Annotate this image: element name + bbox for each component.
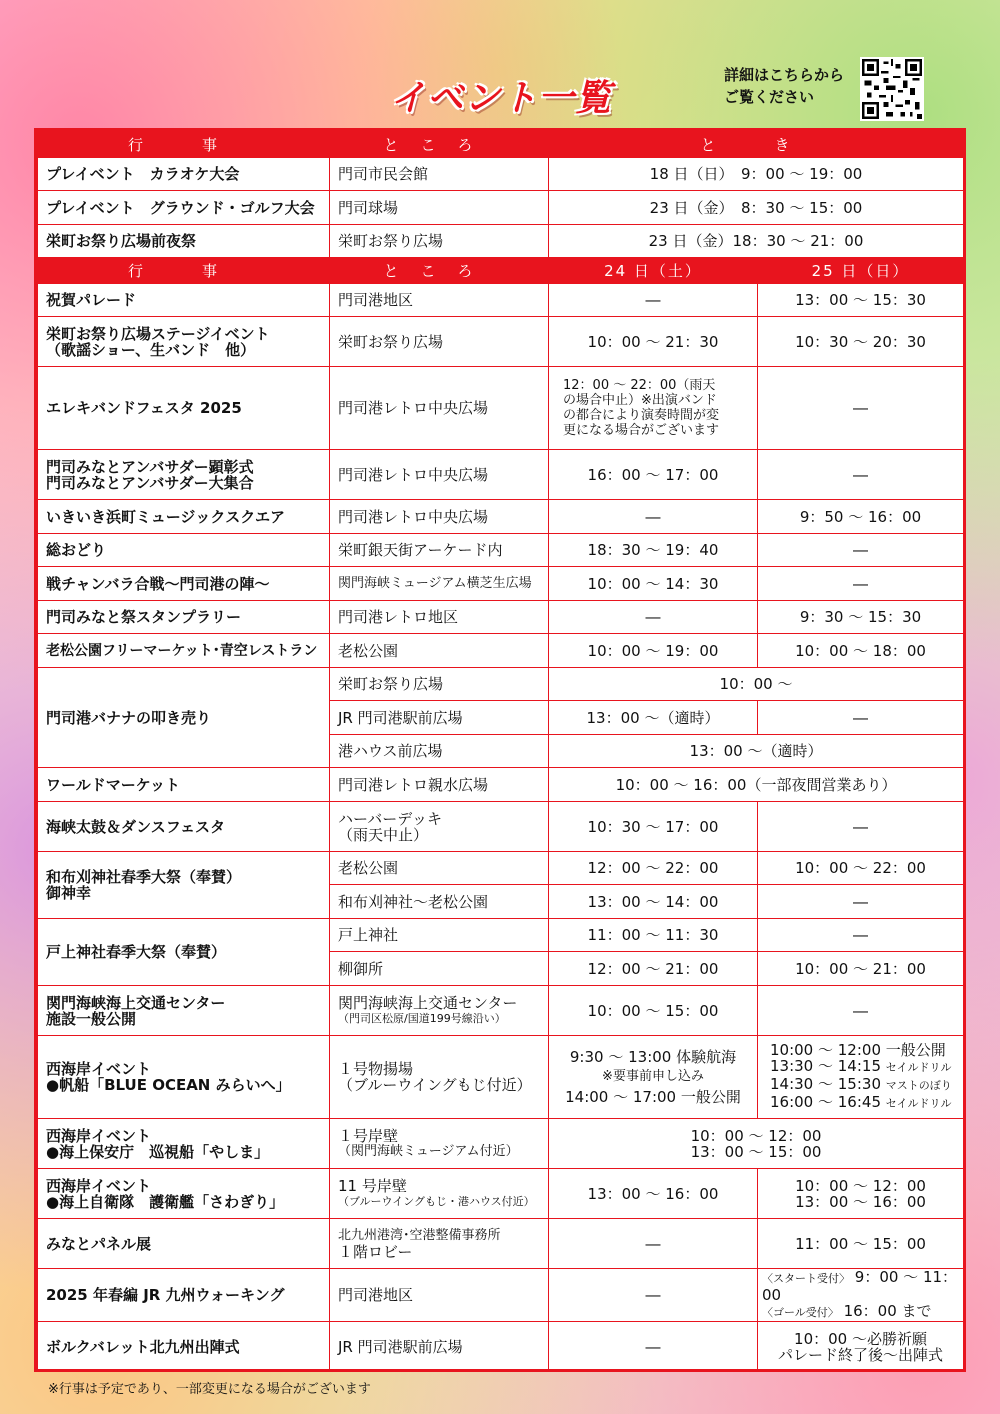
main-event-header-row <box>38 258 964 284</box>
table-row <box>38 158 964 191</box>
event-time: 18 日（日） 9：00 ～ 19：00 <box>549 158 964 191</box>
table-row <box>38 191 964 225</box>
event-place: 和布刈神社～老松公園 <box>330 885 549 919</box>
event-name: いきいき浜町ミュージックスクエア <box>38 500 330 534</box>
header-event: 行 事 <box>38 132 330 158</box>
time-line: の都合により演奏時間が変 <box>563 408 720 423</box>
table-row <box>38 367 964 450</box>
event-place: 門司港地区 <box>330 284 549 317</box>
event-place: 栄町お祭り広場 <box>330 225 549 258</box>
time-range: 16：00 まで <box>843 1302 932 1320</box>
table-row <box>38 802 964 852</box>
event-name: エレキバンドフェスタ 2025 <box>38 367 330 450</box>
time-day24: 10：00 ～ 21：30 <box>549 317 758 367</box>
table-row <box>38 1119 964 1169</box>
time-line: の場合中止）※出演バンド <box>563 393 717 408</box>
time-range: 13:30 ～ 14:15 <box>770 1057 881 1075</box>
event-name: 門司港バナナの叩き売り <box>38 668 330 768</box>
time-day25: 10：00 ～ 18：00 <box>758 634 964 668</box>
event-name: プレイベント グラウンド・ゴルフ大会 <box>38 191 330 225</box>
event-name <box>38 450 330 500</box>
time-line: 13：00 ～ 16：00 <box>795 1192 926 1211</box>
event-name: ボルクバレット北九州出陣式 <box>38 1322 330 1372</box>
table-row <box>38 567 964 601</box>
time-day24: ― <box>549 1269 758 1322</box>
event-name <box>38 1036 330 1119</box>
header-event: 行 事 <box>38 258 330 284</box>
place-line: （門司区松原/国道199号線沿い） <box>338 1011 506 1025</box>
header-day25: 25 日（日） <box>758 258 964 284</box>
time-range: 16:00 ～ 16:45 <box>770 1093 881 1111</box>
event-place <box>330 1119 549 1169</box>
time-line <box>770 1076 959 1094</box>
qr-code-icon[interactable] <box>860 57 924 121</box>
event-place: 門司港レトロ中央広場 <box>330 367 549 450</box>
table-row <box>38 668 964 701</box>
time-day24 <box>549 1036 758 1119</box>
event-name: みなとパネル展 <box>38 1219 330 1269</box>
place-line: ハーバーデッキ <box>338 809 442 828</box>
event-name <box>38 1119 330 1169</box>
time-day24: ― <box>549 284 758 317</box>
time-day24: ― <box>549 1322 758 1372</box>
event-place: 栄町銀天街アーケード内 <box>330 534 549 567</box>
time-day24: 11：00 ～ 11：30 <box>549 919 758 952</box>
event-name: 総おどり <box>38 534 330 567</box>
event-name-line: 西海岸イベント <box>46 1176 152 1195</box>
table-row <box>38 317 964 367</box>
event-place: 栄町お祭り広場 <box>330 317 549 367</box>
time-day25 <box>758 1322 964 1372</box>
event-place: 門司港レトロ地区 <box>330 601 549 634</box>
place-line: １階ロビー <box>338 1242 413 1261</box>
time-day25: ― <box>758 986 964 1036</box>
time-note: マストのぼり <box>885 1079 952 1092</box>
event-name: 栄町お祭り広場前夜祭 <box>38 225 330 258</box>
time-day24: 13：00 ～ 14：00 <box>549 885 758 919</box>
table-row <box>38 500 964 534</box>
event-name: 海峡太鼓＆ダンスフェスタ <box>38 802 330 852</box>
time-line: 10：00 ～必勝祈願 <box>794 1329 927 1348</box>
event-name: 2025 年春編 JR 九州ウォーキング <box>38 1269 330 1322</box>
table-row <box>38 1269 964 1322</box>
time-day25: ― <box>758 802 964 852</box>
qr-caption-line2: ご覧ください <box>724 88 815 106</box>
event-place: 栄町お祭り広場 <box>330 668 549 701</box>
time-day25: ― <box>758 534 964 567</box>
time-day25: 11：00 ～ 15：00 <box>758 1219 964 1269</box>
event-name: 戸上神社春季大祭（奉賛） <box>38 919 330 986</box>
table-row <box>38 601 964 634</box>
event-place: 門司港レトロ中央広場 <box>330 500 549 534</box>
time-both-days <box>549 1119 964 1169</box>
time-line: パレード終了後～出陣式 <box>778 1345 944 1364</box>
time-line <box>770 1058 959 1076</box>
event-place: 戸上神社 <box>330 919 549 952</box>
time-line: 10：00 ～ 12：00 <box>690 1126 822 1145</box>
time-day25: ― <box>758 701 964 735</box>
time-day25: 10：00 ～ 22：00 <box>758 852 964 885</box>
place-line: （関門海峡ミュージアム付近） <box>338 1143 519 1159</box>
event-name-line: 門司みなとアンバサダー顕彰式 <box>46 457 254 476</box>
event-name <box>38 1169 330 1219</box>
place-line: １号物揚場 <box>338 1060 414 1078</box>
table-row <box>38 1169 964 1219</box>
table-row <box>38 634 964 668</box>
event-place: 門司球場 <box>330 191 549 225</box>
time-line: 12：00 ～ 22：00（雨天 <box>563 378 716 393</box>
event-place: 門司市民会館 <box>330 158 549 191</box>
time-day25: 9：30 ～ 15：30 <box>758 601 964 634</box>
event-place <box>330 986 549 1036</box>
event-place: 老松公園 <box>330 634 549 668</box>
event-name-line: 門司みなとアンバサダー大集合 <box>46 473 254 492</box>
place-line: （ブルーウイングもじ付近） <box>338 1076 532 1094</box>
time-day24: 10：00 ～ 15：00 <box>549 986 758 1036</box>
time-day25: 9：50 ～ 16：00 <box>758 500 964 534</box>
qr-caption <box>724 64 844 108</box>
time-day25: 10：30 ～ 20：30 <box>758 317 964 367</box>
header-place: ところ <box>330 258 549 284</box>
time-both-days: 13：00 ～（適時） <box>549 735 964 768</box>
event-name <box>38 852 330 919</box>
time-day25: ― <box>758 567 964 601</box>
header-place: ところ <box>330 132 549 158</box>
time-day24: 10：00 ～ 19：00 <box>549 634 758 668</box>
place-line: １号岸壁 <box>338 1126 399 1145</box>
event-place: 門司港地区 <box>330 1269 549 1322</box>
time-range: 9：00 ～ 11：00 <box>762 1268 958 1304</box>
event-name-line: ●海上保安庁 巡視船「やしま」 <box>46 1142 270 1161</box>
table-row <box>38 534 964 567</box>
time-line <box>762 1303 959 1321</box>
time-day25 <box>758 1169 964 1219</box>
time-line: 14:00 ～ 17:00 一般公開 <box>565 1088 741 1106</box>
event-name: 門司みなと祭スタンプラリー <box>38 601 330 634</box>
table-row <box>38 919 964 952</box>
place-line: 11 号岸壁 <box>338 1176 407 1195</box>
time-line <box>762 1269 959 1303</box>
table-row <box>38 1322 964 1372</box>
event-place: 門司港レトロ親水広場 <box>330 768 549 802</box>
time-day24: 12：00 ～ 22：00 <box>549 852 758 885</box>
time-day25: 10：00 ～ 21：00 <box>758 952 964 986</box>
time-range: 14:30 ～ 15:30 <box>770 1075 881 1093</box>
event-time: 23 日（金）18：30 ～ 21：00 <box>549 225 964 258</box>
event-name-line: 西海岸イベント <box>46 1060 152 1078</box>
event-place: JR 門司港駅前広場 <box>330 1322 549 1372</box>
event-name: 老松公園フリーマーケット･青空レストラン <box>38 634 330 668</box>
event-name-line: 関門海峡海上交通センター <box>46 993 226 1012</box>
time-day24: ― <box>549 1219 758 1269</box>
time-day24: 10：00 ～ 14：30 <box>549 567 758 601</box>
event-place: 港ハウス前広場 <box>330 735 549 768</box>
event-place: 柳御所 <box>330 952 549 986</box>
header-day24: 24 日（土） <box>549 258 758 284</box>
place-line: 北九州港湾･空港整備事務所 <box>338 1227 501 1243</box>
time-day25: ― <box>758 919 964 952</box>
event-name-line: 和布刈神社春季大祭（奉賛） <box>46 868 242 886</box>
event-name <box>38 986 330 1036</box>
page-header <box>0 0 1000 128</box>
event-name-line: 西海岸イベント <box>46 1126 152 1145</box>
event-place <box>330 1219 549 1269</box>
header-time: と き <box>549 132 964 158</box>
event-name: 祝賀パレード <box>38 284 330 317</box>
table-row <box>38 1036 964 1119</box>
time-day24 <box>549 367 758 450</box>
event-time: 23 日（金） 8：30 ～ 15：00 <box>549 191 964 225</box>
event-name-line: （歌謡ショー、生バンド 他） <box>46 340 256 359</box>
time-line: ※要事前申し込み <box>602 1069 704 1084</box>
event-place: JR 門司港駅前広場 <box>330 701 549 735</box>
time-day24: 12：00 ～ 21：00 <box>549 952 758 986</box>
time-note: セイルドリル <box>885 1097 952 1110</box>
time-line: 10:00 ～ 12:00 一般公開 <box>770 1041 946 1059</box>
event-place <box>330 802 549 852</box>
event-name-line: ●海上自衛隊 護衛艦「さわぎり」 <box>46 1192 285 1211</box>
place-line: 関門海峡海上交通センター <box>338 993 518 1012</box>
event-name: ワールドマーケット <box>38 768 330 802</box>
time-day24: 18：30 ～ 19：40 <box>549 534 758 567</box>
place-line: （ブルーウイングもじ・港ハウス付近） <box>338 1194 535 1208</box>
event-place <box>330 1169 549 1219</box>
time-day24: ― <box>549 601 758 634</box>
time-line <box>770 1094 959 1112</box>
qr-caption-line1: 詳細はこちらから <box>724 66 845 84</box>
time-day25: ― <box>758 885 964 919</box>
time-line: 9:30 ～ 13:00 体験航海 <box>569 1048 737 1066</box>
table-row <box>38 986 964 1036</box>
table-row <box>38 225 964 258</box>
time-day24: 10：30 ～ 17：00 <box>549 802 758 852</box>
event-name-line: ●帆船「BLUE OCEAN みらいへ」 <box>46 1076 291 1094</box>
table-row <box>38 450 964 500</box>
event-table <box>34 128 966 1372</box>
time-both-days: 10：00 ～ 16：00（一部夜間営業あり） <box>549 768 964 802</box>
event-name-line: 御神幸 <box>46 884 92 902</box>
table-row <box>38 852 964 885</box>
time-day25: ― <box>758 450 964 500</box>
time-day24: 13：00 ～ 16：00 <box>549 1169 758 1219</box>
table-row <box>38 768 964 802</box>
event-place: 門司港レトロ中央広場 <box>330 450 549 500</box>
event-name: 戦チャンバラ合戦～門司港の陣～ <box>38 567 330 601</box>
table-row <box>38 284 964 317</box>
event-name: プレイベント カラオケ大会 <box>38 158 330 191</box>
event-place: 関門海峡ミュージアム横芝生広場 <box>330 567 549 601</box>
event-place <box>330 1036 549 1119</box>
page-title: イベント一覧 <box>390 78 613 119</box>
time-both-days: 10：00 ～ <box>549 668 964 701</box>
place-line: （雨天中止） <box>338 825 429 844</box>
time-line: 更になる場合がございます <box>563 423 720 438</box>
event-name-line: 施設一般公開 <box>46 1009 137 1028</box>
time-day25 <box>758 1036 964 1119</box>
time-note: 〈ゴール受付〉 <box>762 1306 839 1319</box>
event-place: 老松公園 <box>330 852 549 885</box>
table-row <box>38 1219 964 1269</box>
time-line: 13：00 ～ 15：00 <box>690 1142 822 1161</box>
footer-note: ※行事は予定であり、一部変更になる場合がございます <box>48 1382 371 1397</box>
event-name <box>38 317 330 367</box>
time-line: 10：00 ～ 12：00 <box>795 1176 926 1195</box>
time-day24: ― <box>549 500 758 534</box>
time-day25 <box>758 1269 964 1322</box>
time-note: セイルドリル <box>885 1061 952 1074</box>
pre-event-header-row <box>38 132 964 158</box>
time-day24: 13：00 ～（適時） <box>549 701 758 735</box>
time-note: 〈スタート受付〉 <box>762 1272 850 1285</box>
time-day24: 16：00 ～ 17：00 <box>549 450 758 500</box>
event-name-line: 栄町お祭り広場ステージイベント <box>46 324 270 343</box>
time-day25: 13：00 ～ 15：30 <box>758 284 964 317</box>
time-day25: ― <box>758 367 964 450</box>
